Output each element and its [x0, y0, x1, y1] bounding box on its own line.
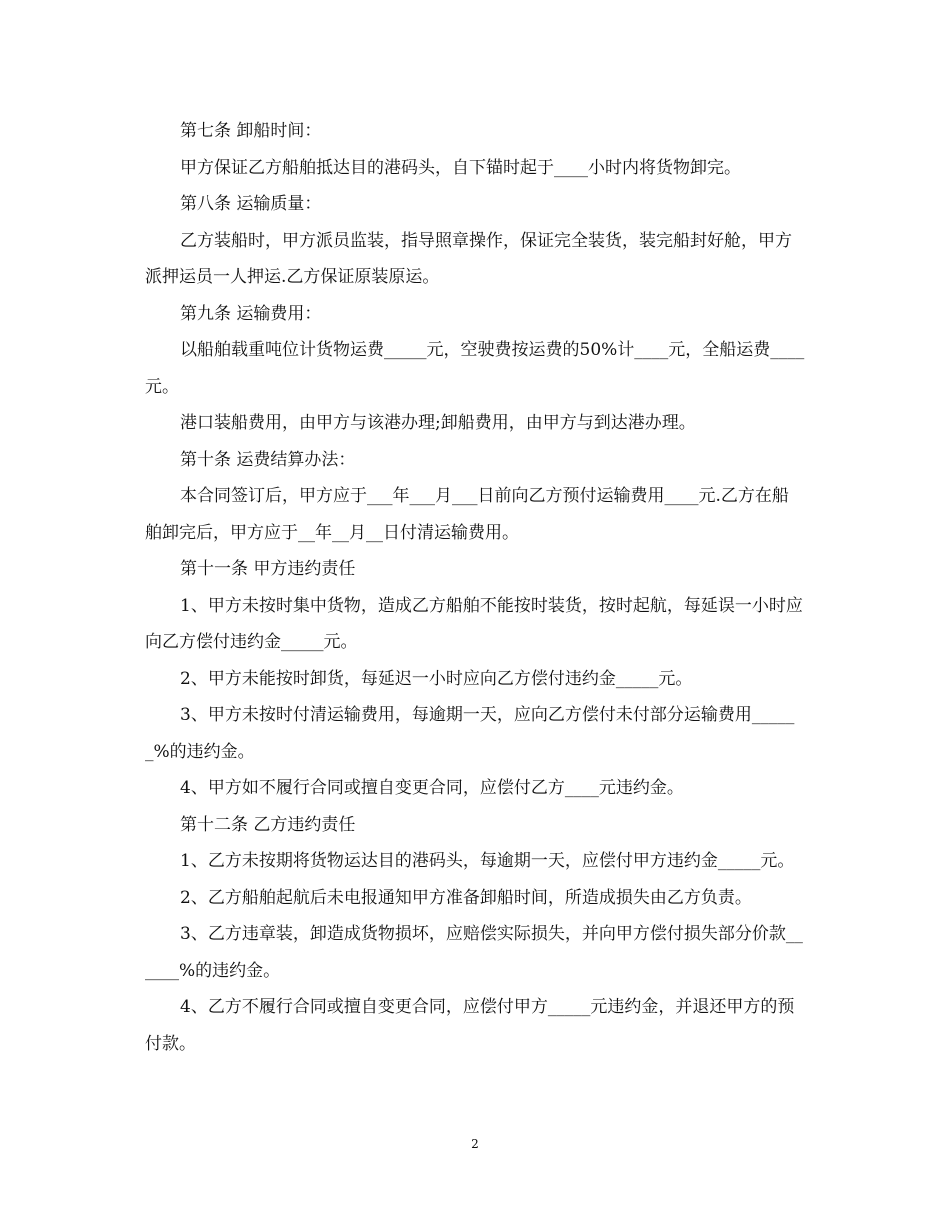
article-8-heading: 第八条 运输质量：: [180, 194, 322, 214]
article-11-heading: 第十一条 甲方违约责任: [180, 559, 356, 579]
article-11-item-3: 3、甲方未按时付清运输费用，每逾期一天，应向乙方偿付未付部分运输费用______%的违约金。: [145, 705, 795, 762]
document-body: [145, 113, 805, 1062]
article-8-text: 乙方装船时，甲方派员监装，指导照章操作，保证完全装货，装完船封好舱，甲方派押运员一人押运.乙方保证原装原运。: [145, 230, 792, 287]
article-12-heading: 第十二条 乙方违约责任: [180, 814, 356, 835]
article-7-heading: 第七条 卸船时间：: [180, 121, 322, 141]
article-10-heading: 第十条 运费结算办法：: [180, 449, 356, 470]
article-10-text: 本合同签订后，甲方应于___年___月___日前向乙方预付运输费用____元.乙方在船舶卸完后，甲方应于__年__月__日付清运输费用。: [145, 486, 789, 543]
article-12-item-1: 1、乙方未按期将货物运达目的港码头，每逾期一天，应偿付甲方违约金_____元。: [180, 851, 795, 871]
article-9-text-port-fees: 港口装船费用，由甲方与该港办理;卸船费用，由甲方与到达港办理。: [180, 413, 696, 433]
article-12-item-3: 3、乙方违章装，卸造成货物损坏，应赔偿实际损失，并向甲方偿付损失部分价款______%的违约金。: [145, 924, 803, 981]
page-number: 2: [471, 1137, 479, 1151]
article-7-text: 甲方保证乙方船舶抵达目的港码头，自下锚时起于____小时内将货物卸完。: [180, 157, 741, 178]
article-9-text-freight: 以船舶载重吨位计货物运费_____元，空驶费按运费的50%计____元，全船运费____元。: [145, 340, 805, 397]
article-9-heading: 第九条 运输费用：: [180, 303, 322, 324]
article-11-item-1: 1、甲方未按时集中货物，造成乙方船舶不能按时装货，按时起航，每延误一小时应向乙方偿付违约金_____元。: [145, 595, 803, 652]
article-11-item-2: 2、甲方未能按时卸货，每延迟一小时应向乙方偿付违约金_____元。: [180, 668, 693, 689]
article-12-item-4: 4、乙方不履行合同或擅自变更合同，应偿付甲方_____元违约金，并退还甲方的预付款。: [145, 997, 795, 1054]
article-11-item-4: 4、甲方如不履行合同或擅自变更合同，应偿付乙方____元违约金。: [180, 778, 684, 798]
article-12-item-2: 2、乙方船舶起航后未电报通知甲方准备卸船时间，所造成损失由乙方负责。: [180, 887, 752, 908]
